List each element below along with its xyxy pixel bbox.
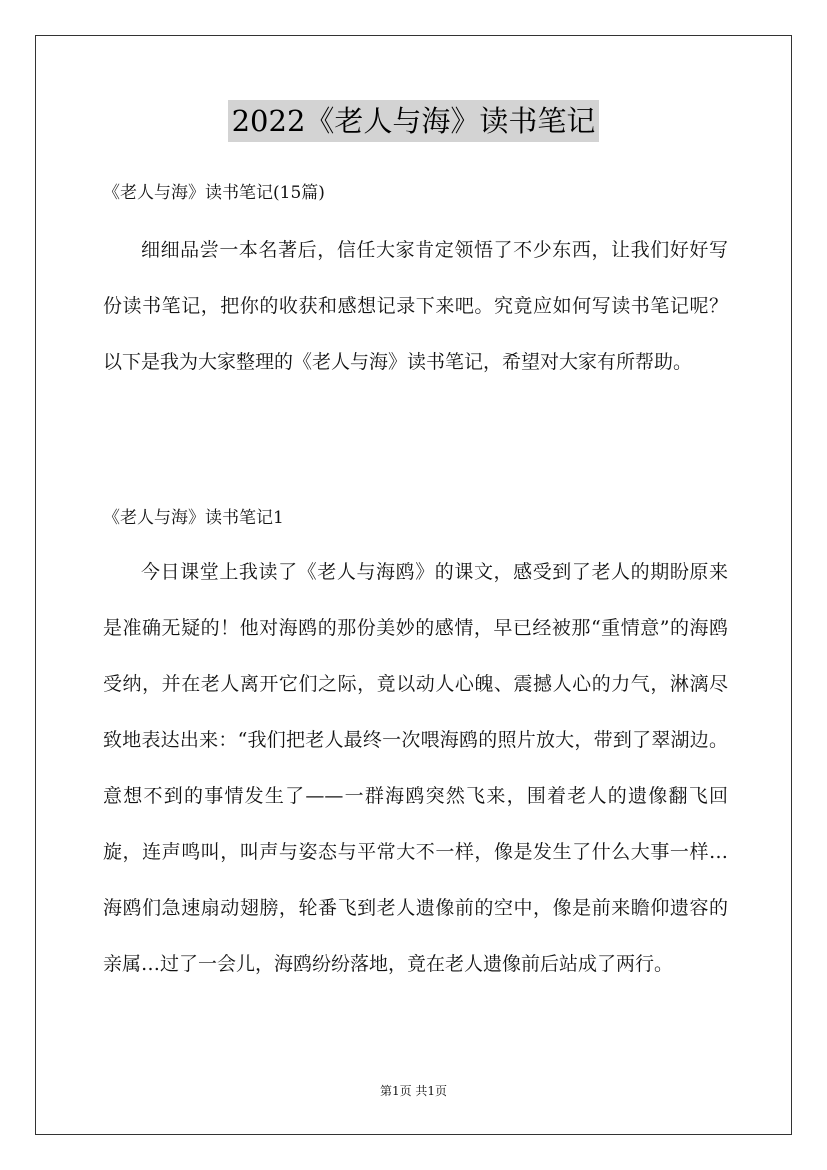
intro-paragraph: 细细品尝一本名著后，信任大家肯定领悟了不少东西，让我们好好写份读书笔记，把你的收获和感想记录下来吧。究竟应如何写读书笔记呢？以下是我为大家整理的《老人与海》读书笔记，希望对大家有所帮助。 <box>103 239 728 373</box>
title-container <box>0 100 827 142</box>
document-subtitle: 《老人与海》读书笔记(15篇) <box>103 183 325 203</box>
document-title: 2022《老人与海》读书笔记 <box>228 100 600 142</box>
page-footer: 第1页 共1页 <box>379 1084 448 1098</box>
section-heading: 《老人与海》读书笔记1 <box>103 508 284 528</box>
section-body-paragraph: 今日课堂上我读了《老人与海鸥》的课文，感受到了老人的期盼原来是准确无疑的！他对海鸥的那份美妙的感情，早已经被那“重情意”的海鸥受纳，并在老人离开它们之际，竟以动人心魄、震撼人心的力气，淋漓尽致地表达出来：“我们把老人最终一次喂海鸥的照片放大，带到了翠湖边。意想不到的事情发生了——一群海鸥突然飞来，围着老人的遗像翻飞回旋，连声鸣叫，叫声与姿态与平常大不一样，像是发生了什么大事一样…海鸥们急速扇动翅膀，轮番飞到老人遗像前的空中，像是前来瞻仰遗容的亲属…过了一会儿，海鸥纷纷落地，竟在老人遗像前后站成了两行。 <box>103 561 728 975</box>
